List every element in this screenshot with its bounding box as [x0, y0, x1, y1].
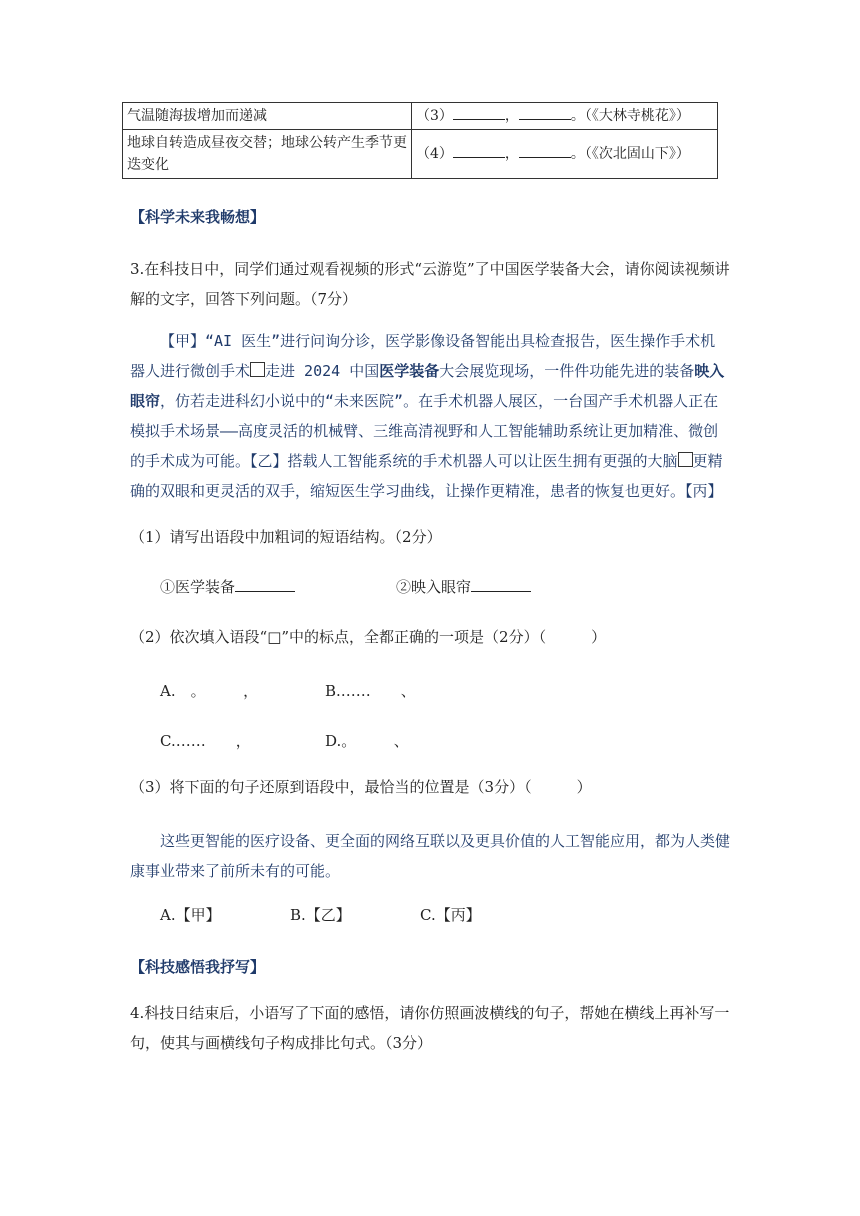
fill-blank[interactable] [519, 105, 571, 120]
table-cell-science: 地球自转造成昼夜交替；地球公转产生季节更迭变化 [123, 130, 412, 179]
comma: ， [504, 108, 519, 124]
comma: ， [504, 146, 519, 162]
phrase-label: ②映入眼帘 [396, 578, 472, 596]
answer-blank[interactable] [235, 576, 295, 592]
sentence-to-insert: 这些更智能的医疗设备、更全面的网络互联以及更具价值的人工智能应用，都为人类健康事业带来了前所未有的可能。 [130, 832, 731, 880]
passage-text: 【甲】“AI 医生”进行问询分诊，医学影像设备智能出具检查报告，医生操作手术机器人进行微创手术 [130, 332, 716, 380]
table-row [123, 130, 718, 179]
phrase-label: ①医学装备 [160, 578, 236, 596]
table-cell-poem [412, 103, 718, 130]
option-a[interactable]: A. 。 ， [160, 682, 259, 700]
answer-line-2 [396, 576, 531, 597]
question-4-stem: 4.科技日结束后，小语写了下面的感悟，请你仿照画波横线的句子，帮她在横线上再补写一句，使其与画横线句子构成排比句式。（3分） [130, 1004, 730, 1052]
question-3-stem: 3.在科技日中，同学们通过观看视频的形式“云游览”了中国医学装备大会，请你阅读视频讲解的文字，回答下列问题。（7分） [130, 260, 730, 308]
option-d[interactable]: D.。 、 [325, 732, 409, 750]
passage-text: 走进 2024 中国 [265, 362, 380, 380]
bold-phrase-1: 医学装备 [379, 362, 440, 380]
science-poem-table [122, 102, 718, 179]
answer-line-1 [160, 576, 295, 597]
choice-b[interactable]: B.【乙】 [290, 906, 351, 924]
choice-a[interactable]: A.【甲】 [160, 906, 221, 924]
reading-passage [130, 326, 730, 506]
section-heading-tech-reflection: 【科技感悟我抒写】 [130, 958, 266, 976]
option-c[interactable]: C.…… ， [160, 732, 251, 750]
answer-blank[interactable] [471, 576, 531, 592]
punctuation-box[interactable] [678, 452, 693, 467]
poem-source: 。（《次北固山下》） [570, 146, 690, 162]
fill-blank[interactable] [519, 143, 571, 158]
passage-text: 更精确的双眼和更灵活的双手，缩短医生学习曲线，让操作更精准，患者的恢复也更好。【丙】 [130, 452, 723, 500]
item-number: （4） [416, 146, 453, 162]
punctuation-box[interactable] [250, 362, 265, 377]
sub-question-1: （1）请写出语段中加粗词的短语结构。（2分） [130, 528, 442, 546]
poem-source: 。（《大林寺桃花》） [570, 108, 690, 124]
table-row [123, 103, 718, 130]
table-cell-science: 气温随海拔增加而递减 [123, 103, 412, 130]
table-cell-poem [412, 130, 718, 179]
bold-phrase-2: 映入眼帘 [130, 362, 725, 410]
passage-text: 大会展览现场，一件件功能先进的装备 [439, 362, 695, 380]
choice-c[interactable]: C.【丙】 [420, 906, 481, 924]
passage-text: ，仿若走进科幻小说中的“未来医院”。在手术机器人展区，一台国产手术机器人正在模拟手术场景——高度灵活的机械臂、三维高清视野和人工智能辅助系统让更加精准、微创的手术成为可能。【乙】搭载人工智能系统的手术机器人可以让医生拥有更强的大脑 [130, 392, 719, 470]
fill-blank[interactable] [453, 105, 505, 120]
option-b[interactable]: B.…… 、 [325, 682, 416, 700]
fill-blank[interactable] [453, 143, 505, 158]
section-heading-science-future: 【科学未来我畅想】 [130, 208, 266, 226]
item-number: （3） [416, 108, 453, 124]
sub-question-3: （3）将下面的句子还原到语段中，最恰当的位置是（3分）（ ） [130, 778, 592, 796]
sub-question-2: （2）依次填入语段“□”中的标点，全都正确的一项是（2分）（ ） [130, 628, 607, 646]
